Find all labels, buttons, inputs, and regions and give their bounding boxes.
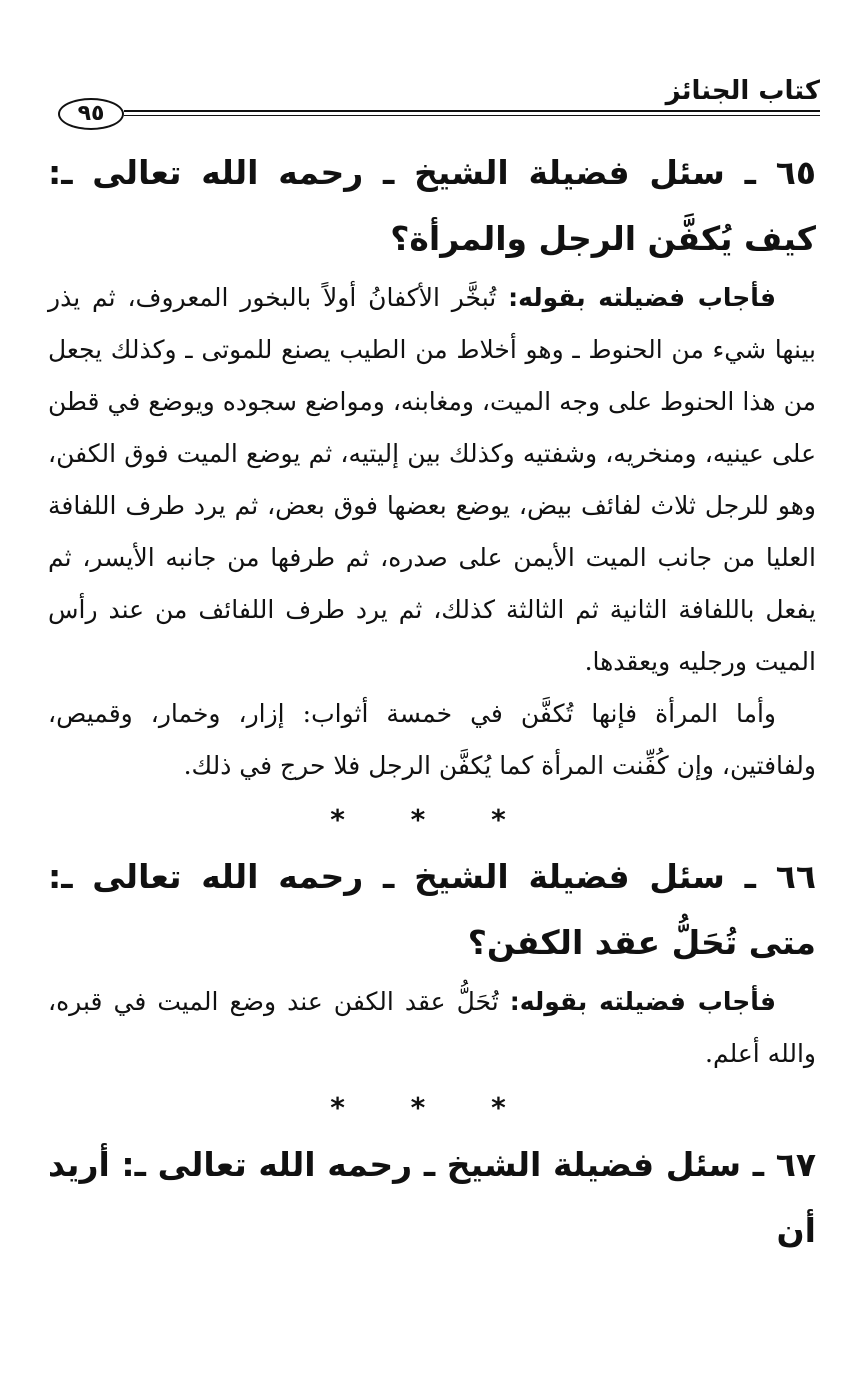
answer-lead: فأجاب فضيلته بقوله: bbox=[509, 987, 776, 1016]
section-separator: * * * bbox=[330, 803, 534, 836]
page-content bbox=[48, 140, 816, 1264]
answer-text: تُحَلُّ عقد الكفن عند وضع الميت في قبره، والله أعلم. bbox=[48, 987, 816, 1068]
section-separator: * * * bbox=[330, 1091, 534, 1124]
chapter-title: كتاب الجنائز bbox=[665, 76, 820, 106]
question-67: ٦٧ ـ سئل فضيلة الشيخ ـ رحمه الله تعالى ـ: أريد أن bbox=[48, 1145, 816, 1250]
answer-65 bbox=[48, 272, 816, 688]
header-rule bbox=[124, 110, 820, 112]
answer-text: تُبخَّر الأكفانُ أولاً بالبخور المعروف، ثم يذر بينها شيء من الحنوط ـ وهو أخلاط من الطيب يصنع للموتى ـ وكذلك يجعل من هذا الحنوط على وجه الميت، ومغابنه، ومواضع سجوده ويوضع في قطن على عينيه، ومنخريه، وشفتيه وكذلك بين إليتيه، ثم يوضع الميت فوق الكفن، وهو للرجل ثلاث لفائف بيض، يوضع بعضها فوق بعض، ثم يرد طرف اللفافة العليا من جانب الميت الأيمن على صدره، ثم طرفها من جانبه الأيسر، ثم يفعل باللفافة الثانية ثم الثالثة كذلك، ثم يرد طرف اللفائف من عند رأس الميت ورجليه ويعقدها. bbox=[48, 283, 816, 676]
page-header bbox=[58, 70, 820, 130]
answer-66 bbox=[48, 976, 816, 1080]
answer-lead: فأجاب فضيلته بقوله: bbox=[508, 283, 776, 312]
page-number: ٩٥ bbox=[58, 98, 124, 130]
answer-65-women: وأما المرأة فإنها تُكفَّن في خمسة أثواب: إزار، وخمار، وقميص، ولفافتين، وإن كُفِّنت المرأة كما يُكفَّن الرجل فلا حرج في ذلك. bbox=[48, 699, 816, 780]
question-66: ٦٦ ـ سئل فضيلة الشيخ ـ رحمه الله تعالى ـ: متى تُحَلُّ عقد الكفن؟ bbox=[48, 857, 816, 962]
header-rule-thin bbox=[124, 115, 820, 116]
question-65: ٦٥ ـ سئل فضيلة الشيخ ـ رحمه الله تعالى ـ: كيف يُكفَّن الرجل والمرأة؟ bbox=[48, 153, 816, 258]
